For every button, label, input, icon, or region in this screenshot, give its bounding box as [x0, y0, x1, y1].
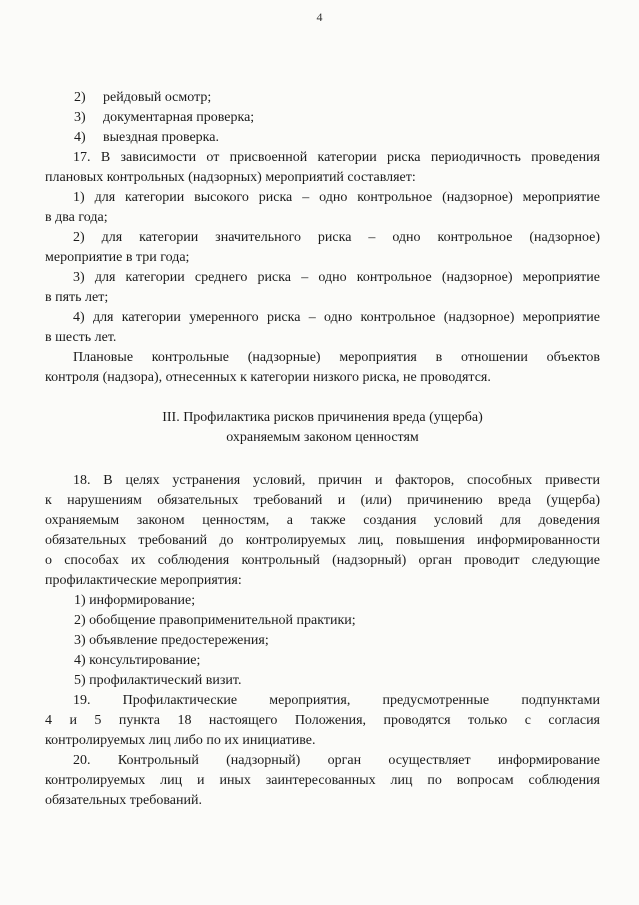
list-item: [74, 108, 600, 128]
list-item: [45, 228, 600, 268]
paragraph-line: Плановые контрольные (надзорные) мероприятия в отношении объектов: [73, 350, 600, 365]
list-item: 3) объявление предостережения;: [74, 633, 269, 648]
list-item: 1) информирование;: [74, 593, 196, 608]
section-title-line: охраняемым законом ценностям: [226, 430, 419, 445]
paragraph-line: 18. В целях устранения условий, причин и факторов, способных привести: [73, 473, 600, 488]
page-number: 4: [316, 10, 323, 24]
inspection-types-list: [74, 88, 600, 148]
prevention-measures-list: [74, 591, 600, 691]
list-item-number: 2): [74, 90, 86, 105]
paragraph-line: 19. Профилактические мероприятия, предусмотренные подпунктами: [73, 693, 600, 708]
paragraph-line: 20. Контрольный (надзорный) орган осуществляет информирование: [73, 753, 600, 768]
paragraph-line: контроля (надзора), отнесенных к категории низкого риска, не проводятся.: [45, 370, 491, 385]
paragraph-line: контролируемых лиц либо по их инициативе.: [45, 733, 316, 748]
paragraph-line: в шесть лет.: [45, 330, 117, 345]
paragraph-line: в пять лет;: [45, 290, 109, 305]
paragraph-17: [45, 148, 600, 188]
list-item-text: документарная проверка;: [103, 110, 255, 125]
paragraph-line: охраняемым законом ценностям, а также создания условий для доведения: [45, 513, 600, 528]
paragraph-line: в два года;: [45, 210, 108, 225]
list-item: 2) обобщение правоприменительной практики;: [74, 613, 356, 628]
list-item: [45, 188, 600, 228]
list-item: [45, 268, 600, 308]
paragraph-line: 3) для категории среднего риска – одно контрольное (надзорное) мероприятие: [73, 270, 600, 285]
list-item: [45, 308, 600, 348]
section-heading: [45, 408, 600, 448]
paragraph-20: [45, 751, 600, 811]
list-item-text: выездная проверка.: [103, 130, 219, 145]
list-item: [74, 88, 600, 108]
list-item: 4) консультирование;: [74, 653, 201, 668]
risk-category-list: [45, 188, 600, 388]
paragraph-line: 4 и 5 пункта 18 настоящего Положения, проводятся только с согласия: [45, 713, 600, 728]
paragraph-line: 2) для категории значительного риска – одно контрольное (надзорное): [73, 230, 600, 245]
section-title-line: III. Профилактика рисков причинения вреда (ущерба): [162, 410, 483, 425]
low-risk-paragraph: [45, 348, 600, 388]
paragraph-line: 1) для категории высокого риска – одно контрольное (надзорное) мероприятие: [73, 190, 600, 205]
paragraph-18: [45, 471, 600, 591]
list-item-number: 3): [74, 110, 86, 125]
paragraph-line: профилактические мероприятия:: [45, 573, 242, 588]
paragraph-line: плановых контрольных (надзорных) мероприятий составляет:: [45, 170, 416, 185]
paragraph-line: 17. В зависимости от присвоенной категории риска периодичность проведения: [73, 150, 600, 165]
paragraph-19: [45, 691, 600, 751]
list-item: 5) профилактический визит.: [74, 673, 242, 688]
list-item-number: 4): [74, 130, 86, 145]
document-body: [45, 88, 600, 811]
paragraph-line: мероприятие в три года;: [45, 250, 190, 265]
list-item-text: рейдовый осмотр;: [103, 90, 212, 105]
paragraph-line: о способах их соблюдения контрольный (надзорный) орган проводит следующие: [45, 553, 600, 568]
paragraph-line: к нарушениям обязательных требований и (или) причинению вреда (ущерба): [45, 493, 600, 508]
paragraph-line: обязательных требований.: [45, 793, 202, 808]
paragraph-line: контролируемых лиц и иных заинтересованных лиц по вопросам соблюдения: [45, 773, 600, 788]
paragraph-line: обязательных требований до контролируемых лиц, повышения информированности: [45, 533, 600, 548]
list-item: [74, 128, 600, 148]
paragraph-line: 4) для категории умеренного риска – одно контрольное (надзорное) мероприятие: [73, 310, 600, 325]
